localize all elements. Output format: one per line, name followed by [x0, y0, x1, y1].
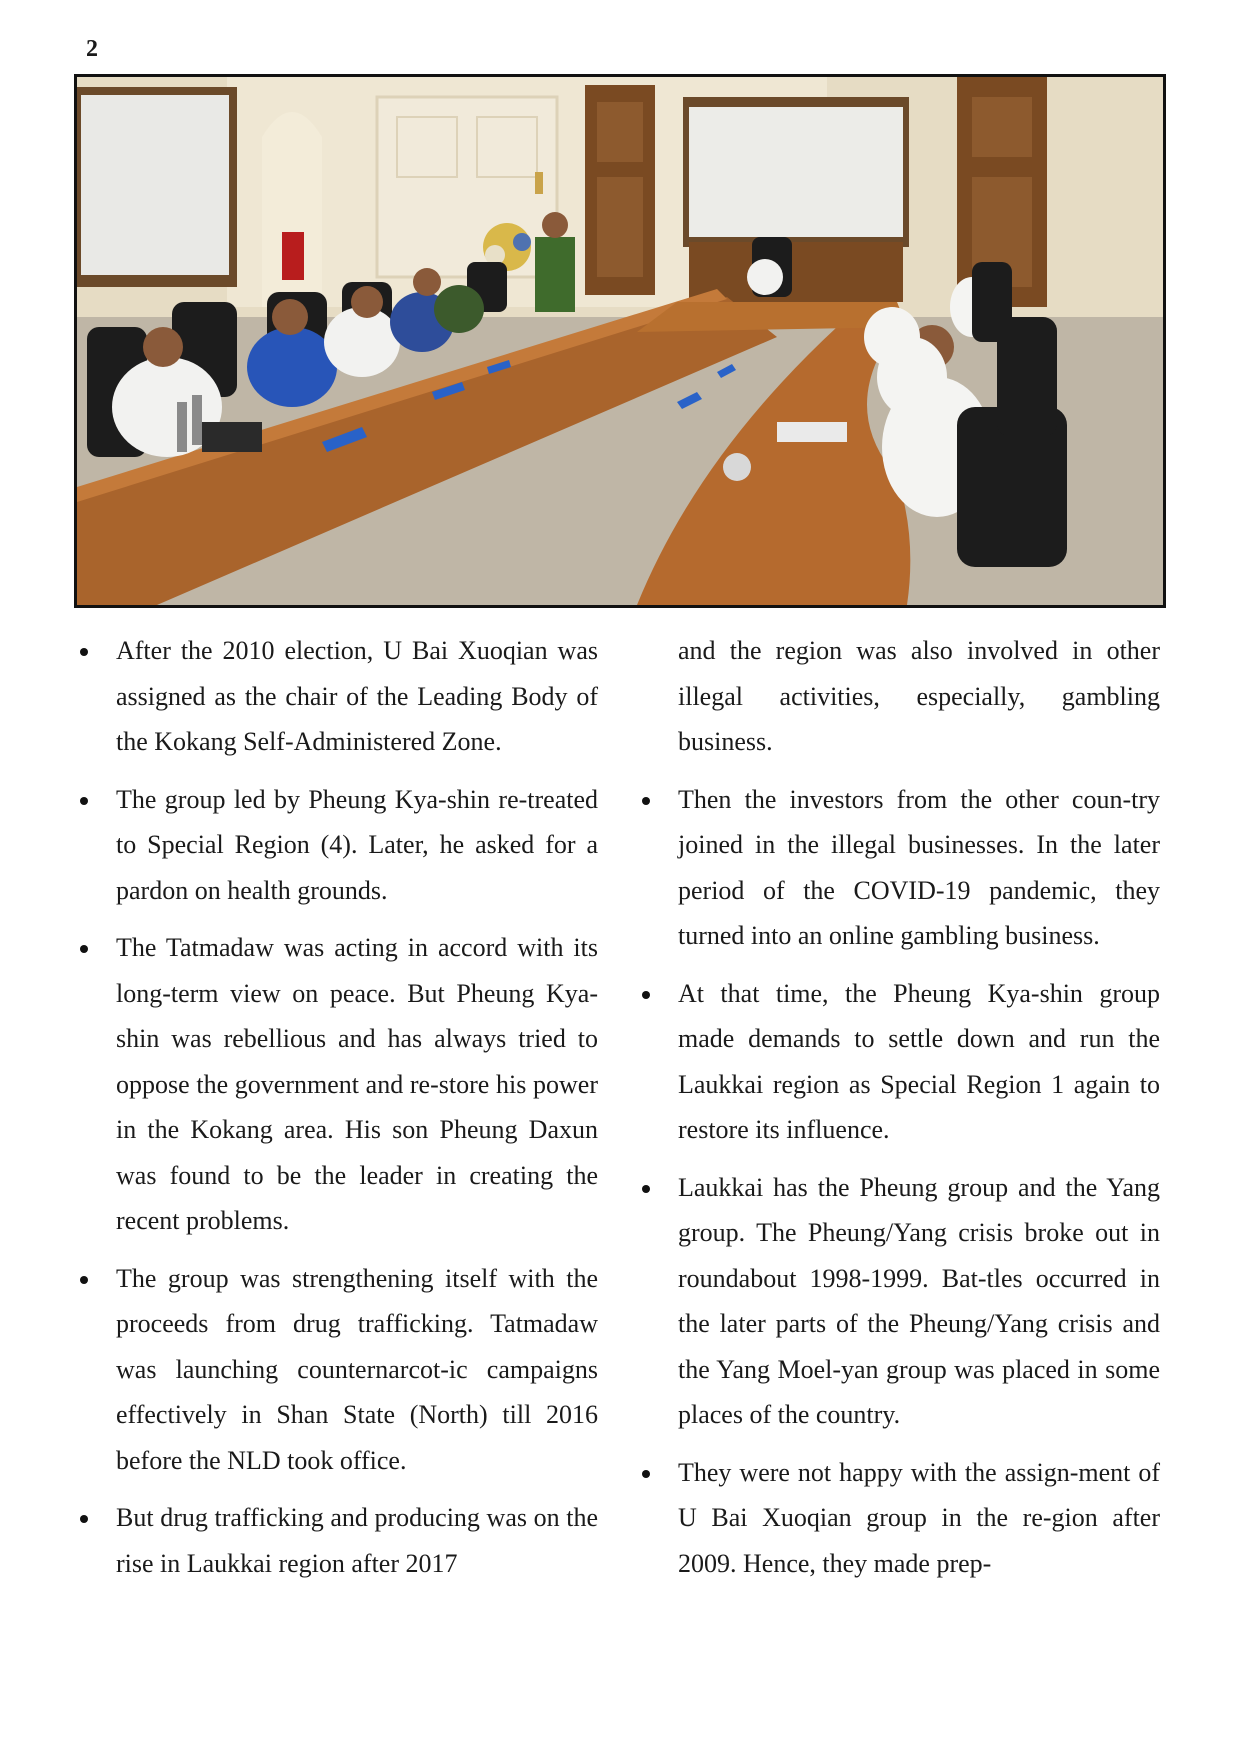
meeting-photo-illustration	[77, 77, 1163, 605]
bullet-icon	[80, 1515, 88, 1523]
right-bullet-list	[640, 628, 1160, 1586]
bullet-icon	[80, 1276, 88, 1284]
list-item	[640, 777, 1160, 959]
list-item-text: Then the investors from the other coun-try joined in the illegal businesses. In the later period of the COVID-19 pandemic, they turned into an online gambling business.	[678, 784, 1160, 950]
bullet-icon	[642, 1470, 650, 1478]
list-item-continuation	[640, 628, 1160, 765]
bullet-icon	[80, 945, 88, 953]
list-item	[78, 777, 598, 914]
list-item-text: The Tatmadaw was acting in accord with its long-term view on peace. But Pheung Kya-shin was rebellious and has always tried to oppose the government and re-store his power in the Kokang area. His son Pheung Daxun was found to be the leader in creating the recent problems.	[116, 933, 598, 1235]
list-item	[78, 1495, 598, 1586]
list-item-text: Laukkai has the Pheung group and the Yang group. The Pheung/Yang crisis broke out in roundabout 1998-1999. Bat-tles occurred in the later parts of the Pheung/Yang crisis and the Yang Moel-yan group was placed in some places of the country.	[678, 1172, 1160, 1429]
meeting-photo	[74, 74, 1166, 608]
list-item	[78, 925, 598, 1244]
bullet-icon	[642, 991, 650, 999]
left-bullet-list	[78, 628, 598, 1586]
list-item	[640, 1165, 1160, 1438]
list-item-text: The group led by Pheung Kya-shin re-treated to Special Region (4). Later, he asked for a pardon on health grounds.	[116, 784, 598, 905]
page-number: 2	[86, 36, 98, 62]
list-item-text: At that time, the Pheung Kya-shin group made demands to settle down and run the Laukkai region as Special Region 1 again to restore its influence.	[678, 978, 1160, 1144]
list-item	[640, 1450, 1160, 1587]
list-item	[78, 628, 598, 765]
list-item-text: After the 2010 election, U Bai Xuoqian was assigned as the chair of the Leading Body of the Kokang Self-Administered Zone.	[116, 636, 598, 756]
bullet-icon	[642, 797, 650, 805]
right-column	[640, 628, 1160, 1598]
left-column	[78, 628, 598, 1598]
list-item-text: They were not happy with the assign-ment of U Bai Xuoqian group in the re-gion after 2009. Hence, they made prep-	[678, 1457, 1160, 1578]
bullet-icon	[642, 1185, 650, 1193]
list-item-text: The group was strengthening itself with the proceeds from drug trafficking. Tatmadaw was launching counternarcot-ic campaigns effectively in Shan State (North) till 2016 before the NLD took office.	[116, 1263, 598, 1475]
bullet-icon	[80, 648, 88, 656]
list-item	[78, 1256, 598, 1484]
list-item	[640, 971, 1160, 1153]
continuation-text: and the region was also involved in other illegal activities, especially, gambling business.	[678, 636, 1160, 756]
list-item-text: But drug trafficking and producing was on the rise in Laukkai region after 2017	[116, 1503, 598, 1578]
bullet-icon	[80, 797, 88, 805]
